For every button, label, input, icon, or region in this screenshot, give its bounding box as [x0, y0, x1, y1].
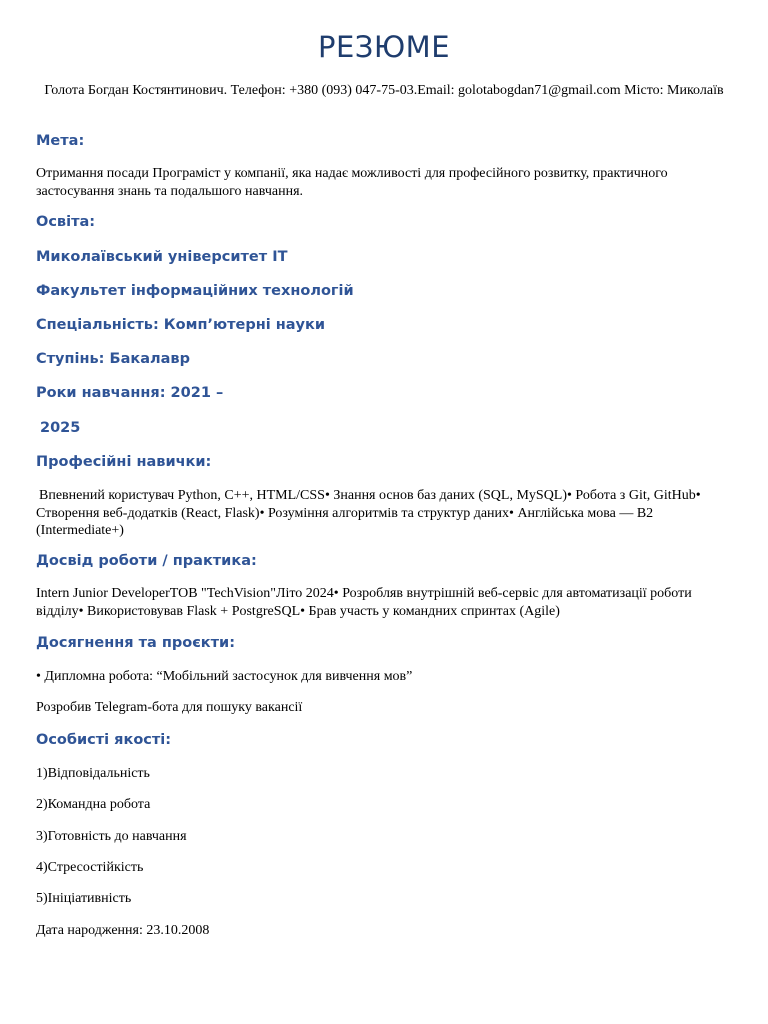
experience-heading: Досвід роботи / практика:	[36, 553, 257, 569]
achievement-item: • Дипломна робота: “Мобільний застосунок для вивчення мов”	[36, 669, 413, 684]
education-specialty: Спеціальність: Комп’ютерні науки	[36, 317, 325, 333]
quality-item: 1)Відповідальність	[36, 766, 150, 781]
education-years-start: Роки навчання: 2021 –	[36, 385, 224, 401]
quality-item: 4)Стресостійкість	[36, 860, 144, 875]
qualities-heading: Особисті якості:	[36, 732, 172, 748]
education-heading: Освіта:	[36, 214, 96, 230]
goal-heading: Мета:	[36, 133, 85, 149]
experience-text: Intern Junior DeveloperТОВ "TechVision"Літо 2024• Розробляв внутрішній веб-сервіс для автоматизації роботи відділу• Використовував Flask + PostgreSQL• Брав участь у командних спринтах (Agile)	[36, 586, 692, 619]
education-university: Миколаївський університет IT	[36, 249, 288, 265]
quality-item: 2)Командна робота	[36, 797, 151, 812]
goal-text: Отримання посади Програміст у компанії, яка надає можливості для професійного розвитку, практичного застосування знань та подальшого навчання.	[36, 166, 668, 199]
birth-date: Дата народження: 23.10.2008	[36, 923, 210, 938]
skills-text: Впевнений користувач Python, C++, HTML/CSS• Знання основ баз даних (SQL, MySQL)• Робота з Git, GitHub• Створення веб-додатків (React, Flask)• Розуміння алгоритмів та структур даних• Англійська мова — B2 (Intermediate+)	[36, 488, 701, 538]
resume-title: РЕЗЮМЕ	[317, 30, 451, 64]
skills-heading: Професійні навички:	[36, 454, 212, 470]
achievements-heading: Досягнення та проєкти:	[36, 635, 235, 651]
achievement-item: Розробив Telegram-бота для пошуку вакансії	[36, 700, 303, 715]
quality-item: 5)Ініціативність	[36, 891, 132, 906]
education-years-end: 2025	[40, 420, 81, 436]
education-faculty: Факультет інформаційних технологій	[36, 283, 354, 299]
contact-line: Голота Богдан Костянтинович. Телефон: +380 (093) 047-75-03.Email: golotabogdan71@gmail.com Місто: Миколаїв	[44, 83, 724, 98]
education-degree: Ступінь: Бакалавр	[36, 351, 190, 367]
quality-item: 3)Готовність до навчання	[36, 829, 187, 844]
